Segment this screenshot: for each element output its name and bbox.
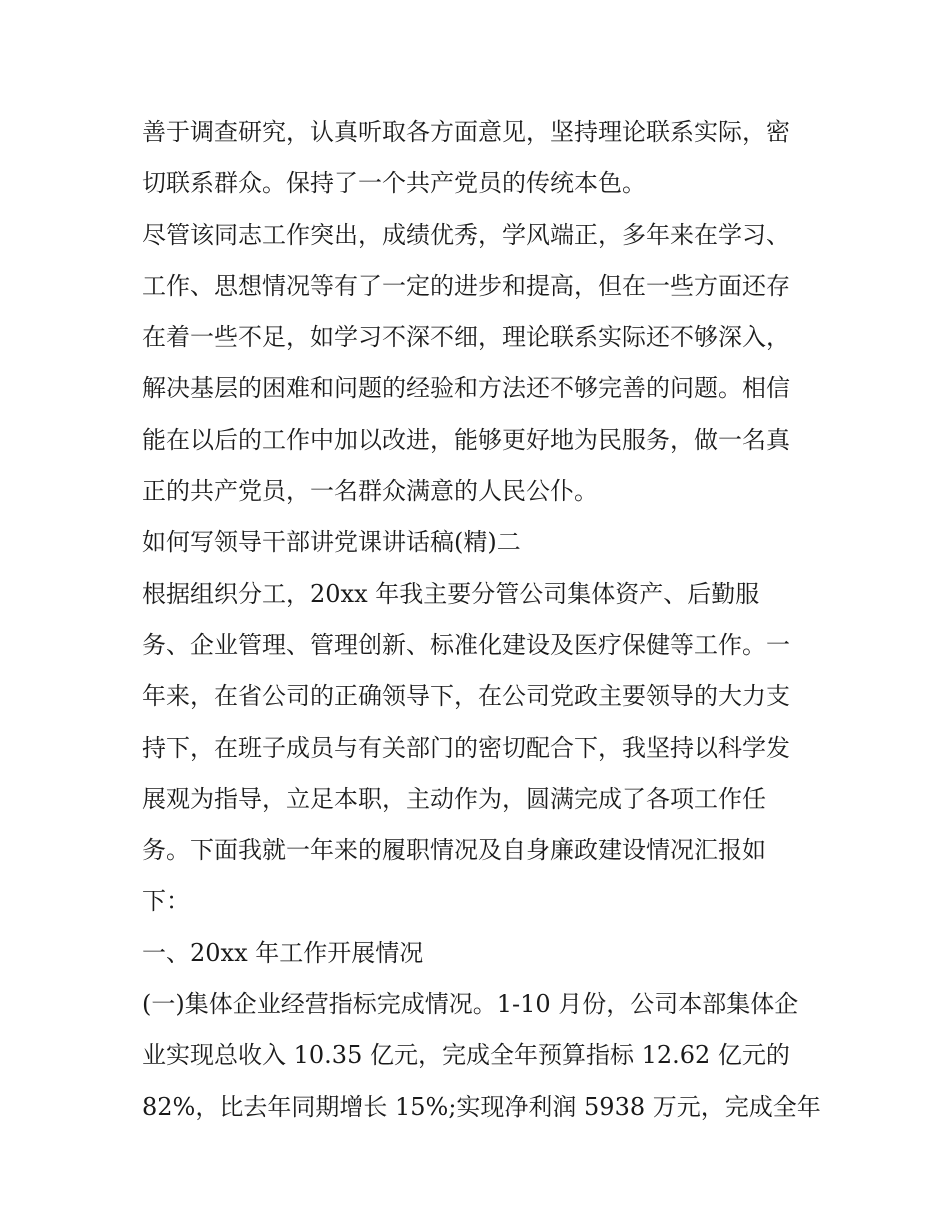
paragraph-start-line: 尽管该同志工作突出，成绩优秀，学风端正，多年来在学习、 bbox=[142, 220, 790, 249]
text-line: 能在以后的工作中加以改进，能够更好地为民服务，做一名真 bbox=[142, 425, 790, 454]
text-line: 年来，在省公司的正确领导下，在公司党政主要领导的大力支 bbox=[142, 682, 790, 711]
subsection-heading: 一、20xx 年工作开展情况 bbox=[142, 938, 424, 967]
text-line: 工作、思想情况等有了一定的进步和提高，但在一些方面还存 bbox=[142, 271, 790, 300]
text-line: 正的共产党员，一名群众满意的人民公仆。 bbox=[142, 477, 598, 506]
section-heading: 如何写领导干部讲党课讲话稿(精)二 bbox=[142, 528, 521, 557]
text-line: 业实现总收入 10.35 亿元，完成全年预算指标 12.62 亿元的 bbox=[142, 1041, 790, 1070]
text-line: 下： bbox=[142, 887, 190, 916]
text-line: 解决基层的困难和问题的经验和方法还不够完善的问题。相信 bbox=[142, 374, 790, 403]
text-line: 在着一些不足，如学习不深不细，理论联系实际还不够深入， bbox=[142, 323, 790, 352]
paragraph-start-line: 根据组织分工，20xx 年我主要分管公司集体资产、后勤服 bbox=[142, 579, 760, 608]
document-body bbox=[142, 107, 822, 1133]
text-line: 务、企业管理、管理创新、标准化建设及医疗保健等工作。一 bbox=[142, 630, 790, 659]
text-line: 展观为指导，立足本职，主动作为，圆满完成了各项工作任 bbox=[142, 784, 766, 813]
text-line: 善于调查研究，认真听取各方面意见，坚持理论联系实际，密 bbox=[142, 118, 790, 146]
text-line: 持下，在班子成员与有关部门的密切配合下，我坚持以科学发 bbox=[142, 733, 790, 762]
text-line: 82%，比去年同期增长 15%;实现净利润 5938 万元，完成全年 bbox=[142, 1092, 821, 1121]
paragraph-start-line: (一)集体企业经营指标完成情况。1-10 月份，公司本部集体企 bbox=[142, 990, 799, 1019]
text-line: 务。下面我就一年来的履职情况及自身廉政建设情况汇报如 bbox=[142, 836, 766, 865]
text-line: 切联系群众。保持了一个共产党员的传统本色。 bbox=[142, 169, 646, 198]
